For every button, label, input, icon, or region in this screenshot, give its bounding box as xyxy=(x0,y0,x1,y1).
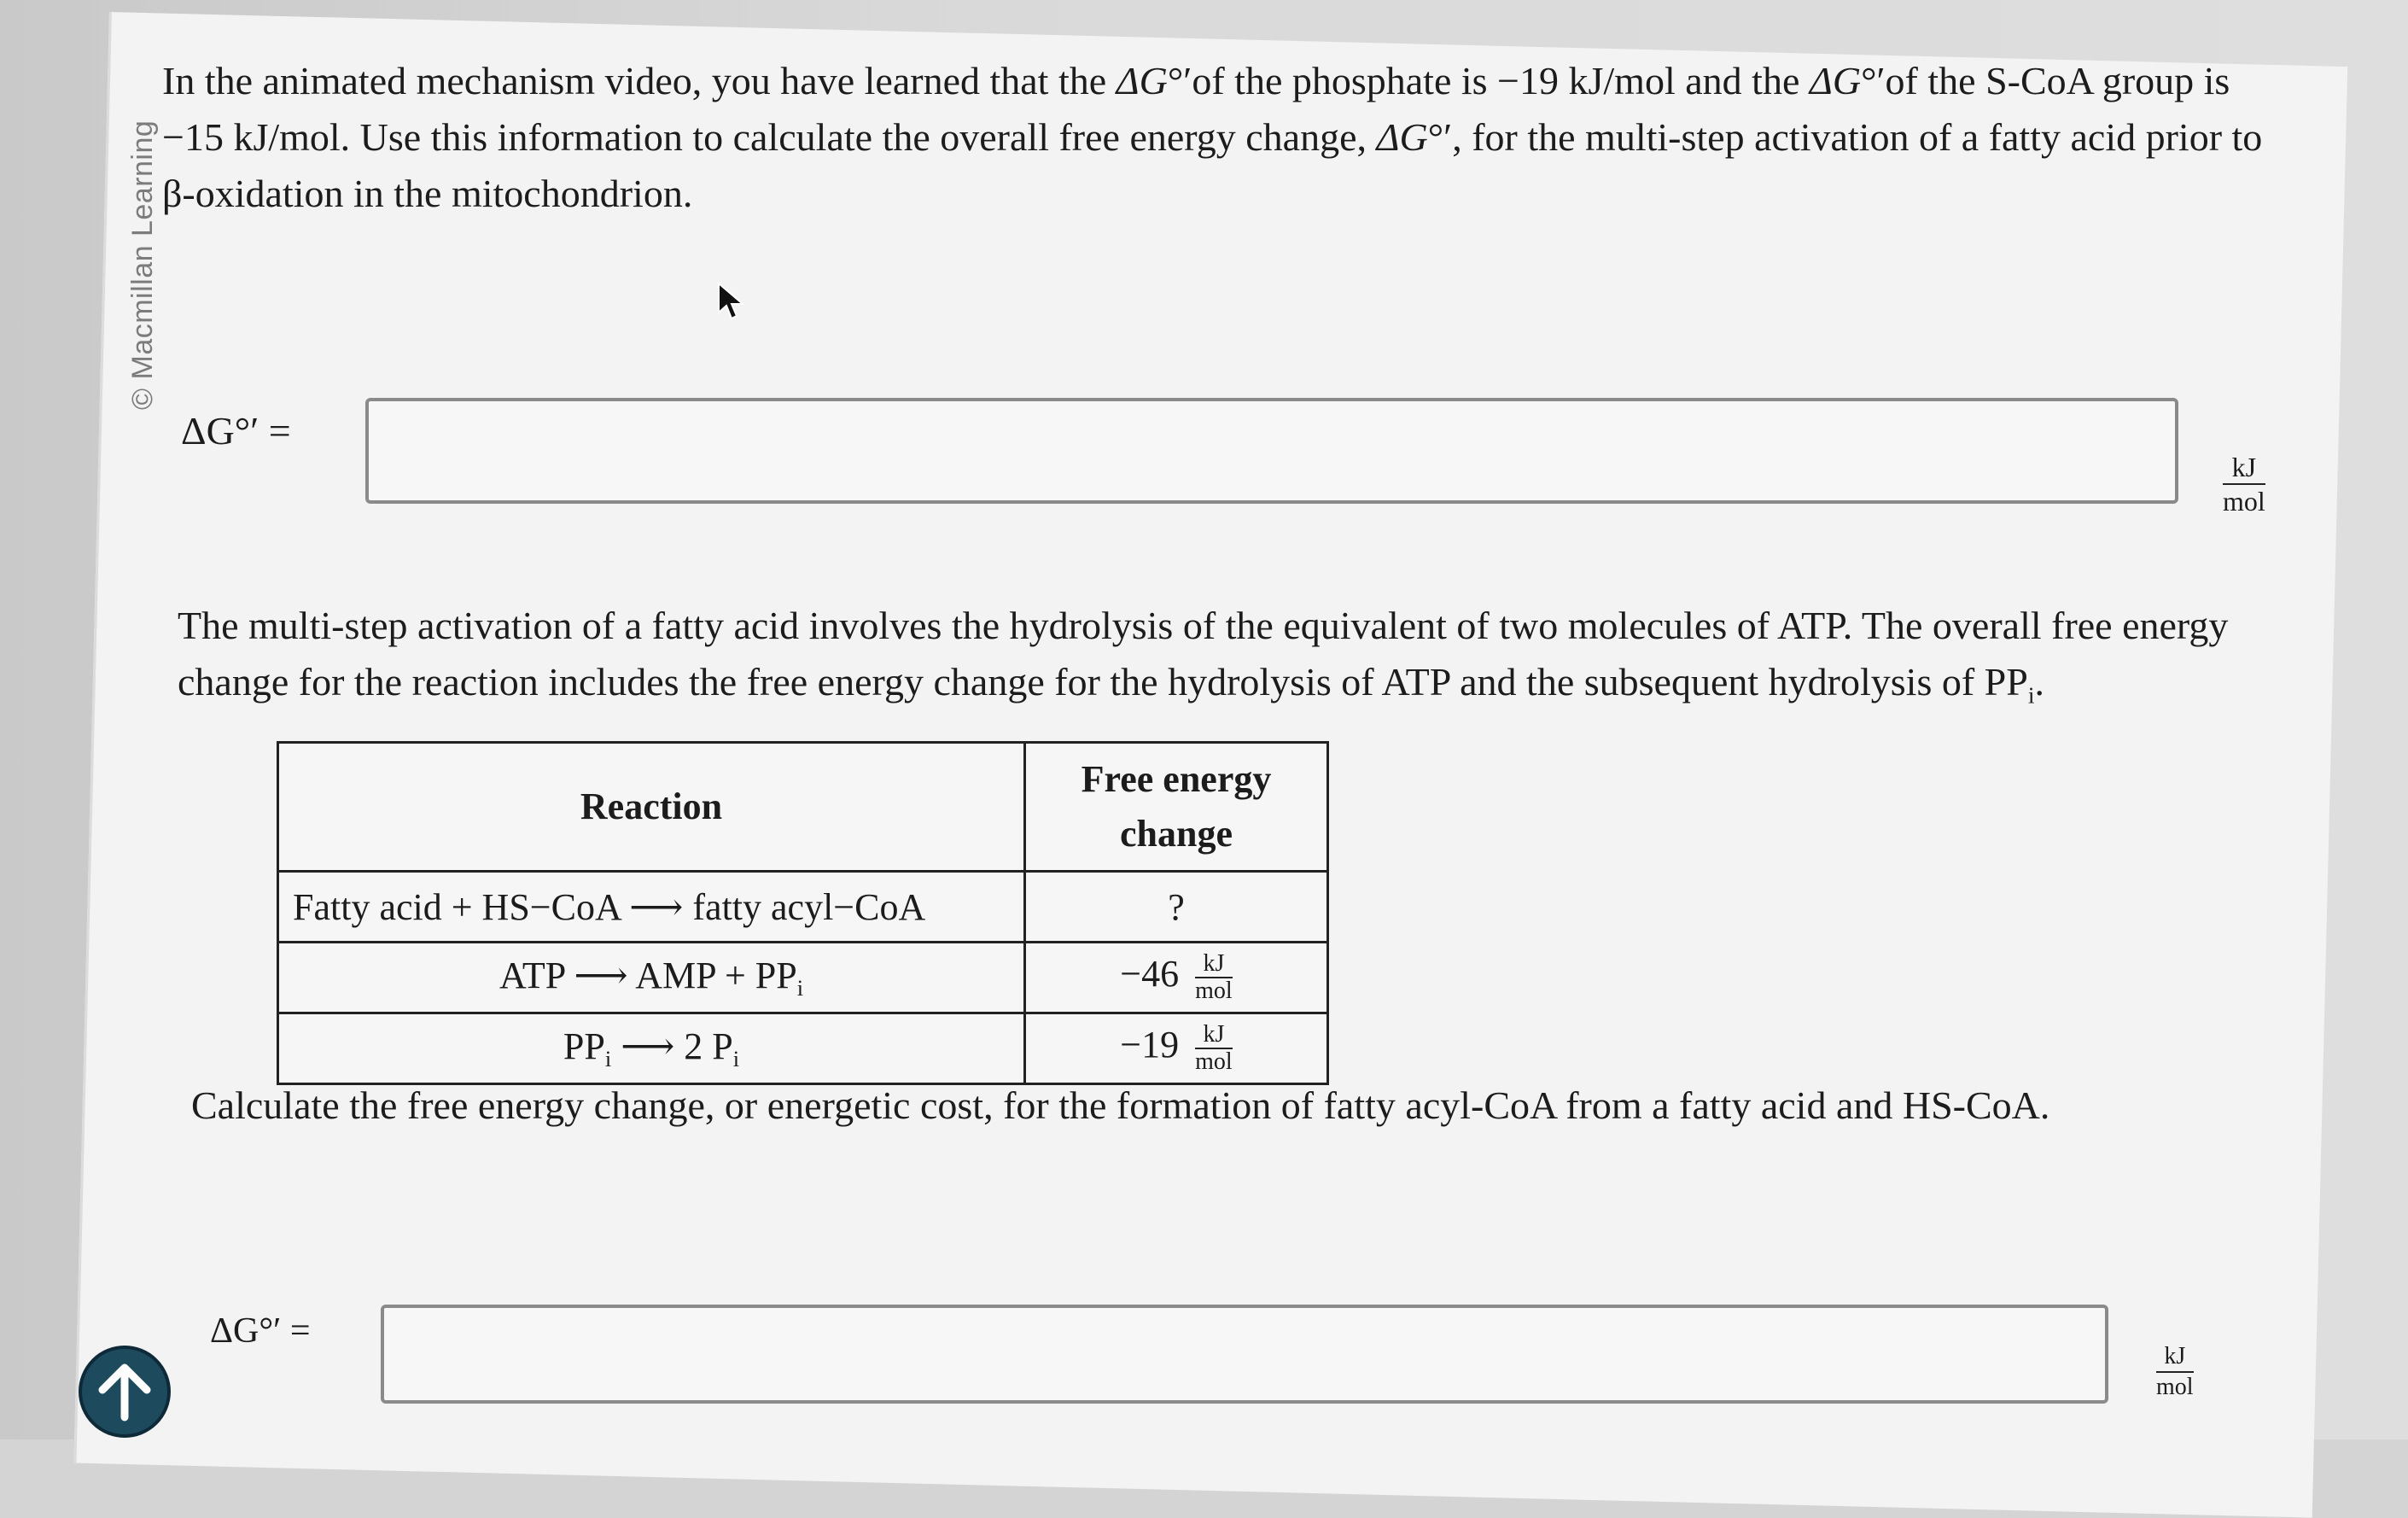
standard-prime-symbol: °′ xyxy=(1167,59,1192,102)
energy-value: −46 xyxy=(1120,953,1180,995)
question-1-text xyxy=(162,53,2271,222)
reaction-subscript: i xyxy=(796,975,804,1001)
copyright-watermark: © Macmillan Learning xyxy=(126,120,159,410)
energy-unit xyxy=(1195,1022,1233,1075)
reaction-subscript: i xyxy=(732,1046,740,1072)
answer-1-input[interactable] xyxy=(365,398,2178,504)
reaction-cell xyxy=(278,1013,1025,1084)
header-reaction: Reaction xyxy=(278,743,1025,872)
unit-denominator: mol xyxy=(2223,486,2265,517)
q1-text-part-a: In the animated mechanism video, you have learned that the xyxy=(162,59,1117,102)
reaction-text: ⟶ 2 P xyxy=(611,1025,733,1067)
unit-denominator: mol xyxy=(1195,1048,1233,1075)
reaction-cell: Fatty acid + HS−CoA ⟶ fatty acyl−CoA xyxy=(278,872,1025,943)
q1-text-part-d: , for the multi-step activation of a fatty acid prior to β-oxidation in the mitochondrion. xyxy=(162,115,2263,215)
question-2-intro xyxy=(178,598,2243,724)
q2-intro-text: The multi-step activation of a fatty acid involves the hydrolysis of the equivalent of two molecules of ATP. The overall free energy change for the reaction includes the free energy change for the hydrolysis of ATP and the subsequent hydrolysis of PP xyxy=(178,604,2229,704)
energy-value: −19 xyxy=(1120,1024,1180,1066)
reaction-text: ATP ⟶ AMP + PP xyxy=(499,954,797,996)
table-row xyxy=(278,872,1328,943)
unit-numerator: kJ xyxy=(2156,1342,2194,1373)
delta-g-symbol: ΔG xyxy=(1116,59,1168,102)
question-2-prompt: Calculate the free energy change, or energetic cost, for the formation of fatty acyl-CoA from a fatty acid and HS-CoA. xyxy=(191,1083,2050,1127)
answer-1-label: ΔG°′ = xyxy=(181,409,291,452)
energy-cell xyxy=(1025,943,1328,1013)
mouse-cursor-icon xyxy=(717,282,746,321)
delta-g-symbol: ΔG xyxy=(1376,115,1428,159)
energy-cell xyxy=(1025,1013,1328,1084)
unit-denominator: mol xyxy=(2156,1374,2194,1400)
q2-intro-end: . xyxy=(2034,660,2045,704)
reaction-table xyxy=(277,741,1329,1085)
reaction-text: PP xyxy=(563,1025,605,1067)
header-free-energy: Free energy change xyxy=(1025,743,1328,872)
delta-g-symbol: ΔG xyxy=(1809,59,1862,102)
answer-1-unit xyxy=(2223,451,2265,517)
reaction-cell xyxy=(278,943,1025,1013)
unit-numerator: kJ xyxy=(2223,451,2265,485)
unit-numerator: kJ xyxy=(1195,951,1233,978)
standard-prime-symbol: °′ xyxy=(1861,59,1886,102)
table-row xyxy=(278,1013,1328,1084)
arrow-up-icon xyxy=(82,1349,167,1434)
answer-2-input[interactable] xyxy=(381,1305,2108,1404)
q2-intro-subscript: i xyxy=(2027,681,2035,709)
q1-text-part-c: of the S-CoA group is −15 kJ/mol. Use this information to calculate the overall free energy change, xyxy=(162,59,2230,159)
energy-cell: ? xyxy=(1025,872,1328,943)
standard-prime-symbol: °′ xyxy=(1427,115,1453,159)
q1-text-part-b: of the phosphate is −19 kJ/mol and the xyxy=(1192,59,1810,102)
answer-2-label: ΔG°′ = xyxy=(210,1311,311,1351)
energy-unit xyxy=(1195,951,1233,1004)
unit-denominator: mol xyxy=(1195,978,1233,1004)
answer-2-unit xyxy=(2156,1342,2194,1402)
scroll-up-button[interactable] xyxy=(79,1346,171,1438)
reaction-subscript: i xyxy=(604,1046,612,1072)
table-header-row xyxy=(278,743,1328,872)
table-row xyxy=(278,943,1328,1013)
unit-numerator: kJ xyxy=(1195,1022,1233,1049)
